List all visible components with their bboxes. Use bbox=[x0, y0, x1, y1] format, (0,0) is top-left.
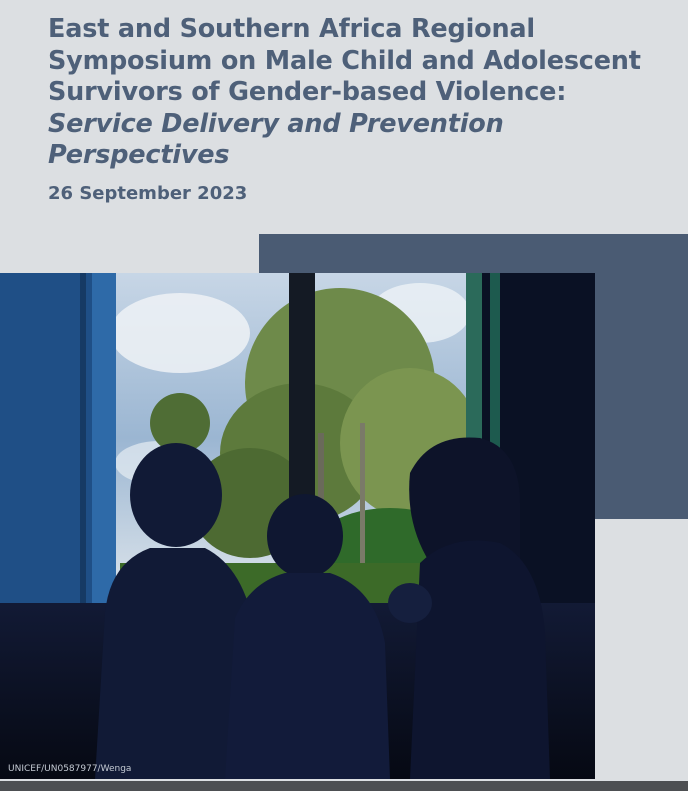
document-title bbox=[48, 14, 668, 172]
left-shutter bbox=[0, 273, 92, 613]
title-main: East and Southern Africa Regional Symposium on Male Child and Adolescent Survivors of Gender-based Violence: bbox=[48, 14, 641, 107]
photo-illustration bbox=[0, 273, 595, 779]
bottom-strip bbox=[0, 781, 688, 791]
window-frame-bar bbox=[289, 273, 315, 498]
document-date: 26 September 2023 bbox=[48, 183, 248, 204]
cover-photo bbox=[0, 273, 595, 779]
title-italic: Service Delivery and Prevention Perspectives bbox=[48, 108, 504, 170]
photo-credit: UNICEF/UN0587977/Wenga bbox=[8, 764, 132, 774]
